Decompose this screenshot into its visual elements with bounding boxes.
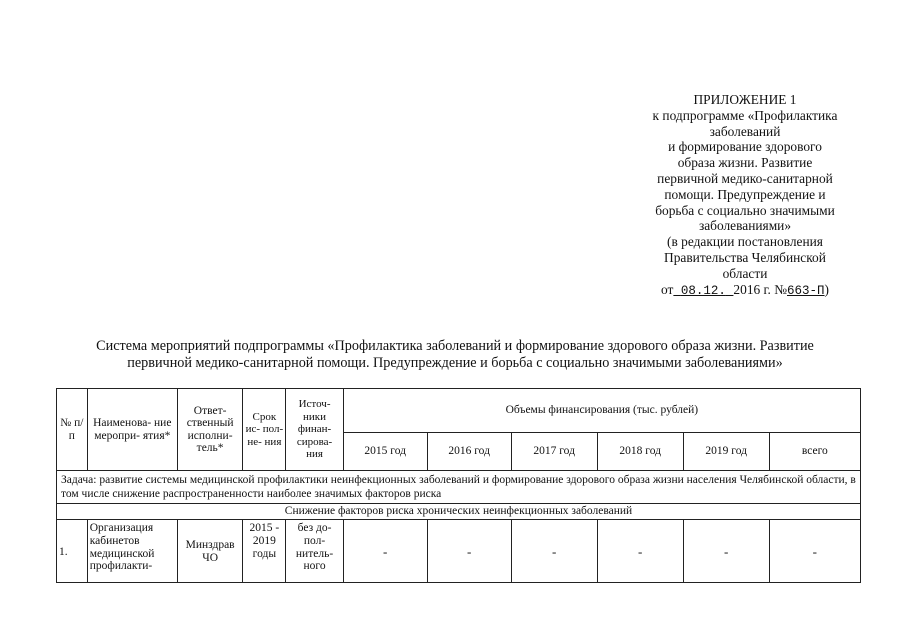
row-value-2019: - (683, 520, 769, 583)
task-row (57, 471, 861, 504)
document-title (40, 338, 870, 372)
task-cell: Задача: развитие системы медицинской профилактики неинфекционных заболеваний и формирование здорового образа жизни населения Челябинской области, в том числе снижение распространенности наиболее значимых факторов риска (57, 471, 861, 504)
header-num: № п/ п (57, 389, 88, 471)
header-source: Источ- ники финан- сирова- ния (286, 389, 343, 471)
appendix-line: Правительства Челябинской (664, 249, 826, 265)
row-value-2015: - (343, 520, 427, 583)
section-row (57, 504, 861, 520)
row-num: 1. (57, 520, 88, 583)
appendix-line: и формирование здорового (668, 139, 822, 155)
title-line-2: первичной медико-санитарной помощи. Предупреждение и борьба с социально значимыми заболеваниями» (127, 355, 783, 371)
date-suffix: ) (824, 281, 829, 297)
header-total: всего (769, 433, 860, 471)
appendix-line: первичной медико-санитарной (657, 170, 833, 186)
appendix-line: (в редакции постановления (667, 234, 823, 250)
section-cell: Снижение факторов риска хронических неинфекционных заболеваний (57, 504, 861, 520)
row-source: без до- пол- нитель- ного (286, 520, 343, 583)
table-row (57, 520, 861, 583)
decree-number: 663-П (787, 283, 825, 298)
header-responsible: Ответ- ственный исполни- тель* (177, 389, 243, 471)
row-value-2016: - (427, 520, 511, 583)
header-year-2019: 2019 год (683, 433, 769, 471)
header-year-2017: 2017 год (511, 433, 597, 471)
measures-table (56, 388, 861, 583)
appendix-block (640, 92, 850, 299)
date-prefix: от (661, 281, 674, 297)
header-period: Срок ис- пол- не- ния (243, 389, 286, 471)
row-name: Организация кабинетов медицинской профилакти- (87, 520, 177, 583)
header-financing: Объемы финансирования (тыс. рублей) (343, 389, 860, 433)
appendix-line: к подпрограмме «Профилактика (652, 107, 838, 123)
row-value-2017: - (511, 520, 597, 583)
appendix-line: помощи. Предупреждение и (664, 186, 826, 202)
title-line-1: Система мероприятий подпрограммы «Профилактика заболеваний и формирование здорового образа жизни. Развитие (96, 338, 814, 354)
header-name: Наименова- ние меропри- ятия* (87, 389, 177, 471)
date-mid: 2016 г. № (733, 281, 788, 297)
row-value-total: - (769, 520, 860, 583)
row-period: 2015 - 2019 годы (243, 520, 286, 583)
appendix-line: образа жизни. Развитие (677, 155, 813, 171)
header-row-1 (57, 389, 861, 433)
header-year-2016: 2016 год (427, 433, 511, 471)
row-responsible: Минздрав ЧО (177, 520, 243, 583)
header-year-2015: 2015 год (343, 433, 427, 471)
appendix-line: области (722, 265, 768, 281)
row-value-2018: - (597, 520, 683, 583)
date-value: 08.12. (680, 283, 726, 298)
appendix-line: ПРИЛОЖЕНИЕ 1 (693, 92, 797, 107)
appendix-line: борьба с социально значимыми (655, 202, 835, 218)
appendix-date-line (640, 282, 850, 300)
appendix-line: заболеваниями» (698, 218, 792, 234)
appendix-line: заболеваний (709, 123, 781, 139)
header-year-2018: 2018 год (597, 433, 683, 471)
